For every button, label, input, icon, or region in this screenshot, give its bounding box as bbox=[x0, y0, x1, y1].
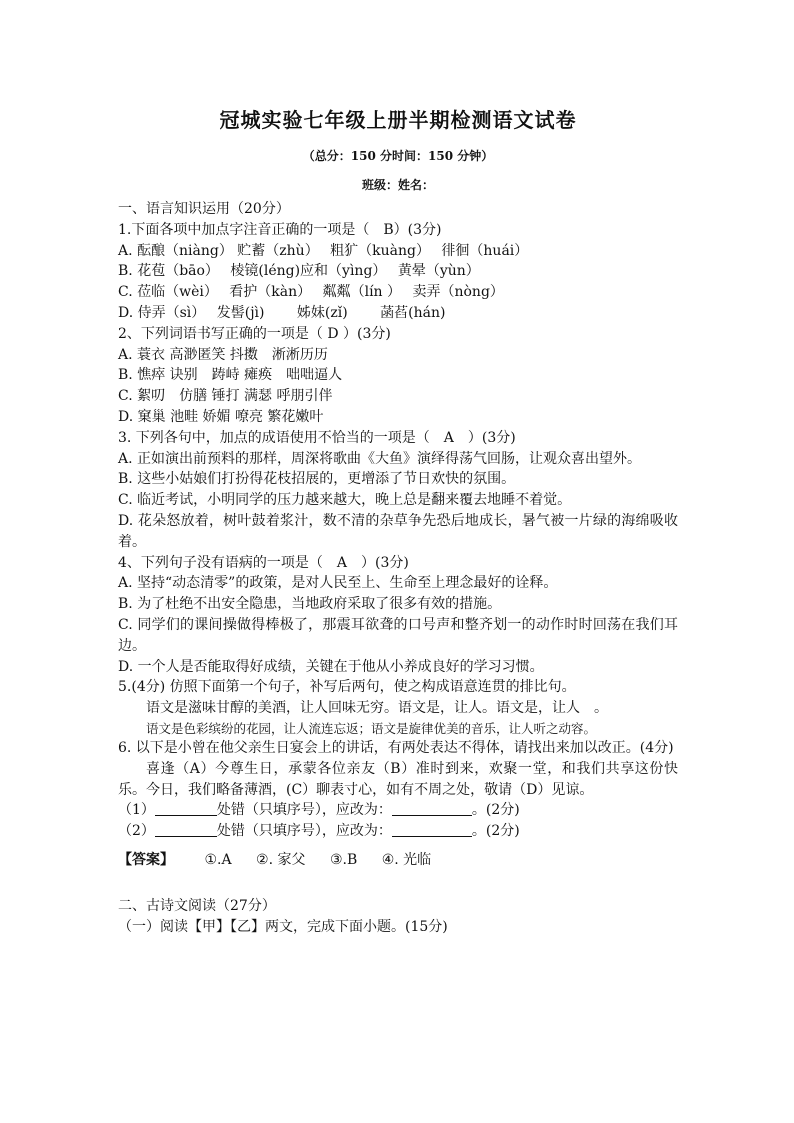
question-4 bbox=[118, 553, 678, 678]
fill-item-1 bbox=[118, 800, 678, 821]
option-b: B. 花苞（bāo） 棱镜(léng)应和（yìng） 黄晕（yùn） bbox=[118, 263, 480, 280]
question-stem: 3. 下列各句中，加点的成语使用不恰当的一项是（ A ）(3分) bbox=[118, 429, 516, 446]
answer-label: 【答案】 bbox=[118, 851, 174, 868]
fill-item-2 bbox=[118, 821, 678, 842]
answer-blank[interactable] bbox=[155, 801, 217, 816]
question-stem: 6. 以下是小曾在他父亲生日宴会上的讲话，有两处表达不得体，请找出来加以改正。(4分) bbox=[118, 739, 674, 756]
option-d: D. 花朵怒放着，树叶鼓着浆汁，数不清的杂草争先恐后地成长，暑气被一片绿的海绵吸收着。 bbox=[118, 512, 678, 550]
item-score: 。(2分) bbox=[471, 802, 520, 819]
question-6 bbox=[118, 738, 678, 842]
option-a: A. 蓑衣 高渺匿笑 抖擞 淅淅历历 bbox=[118, 346, 328, 363]
question-stem: 5.(4分) 仿照下面第一个句子，补写后两句，使之构成语意连贯的排比句。 bbox=[118, 679, 576, 696]
subsection-heading: （一）阅读【甲】【乙】两文，完成下面小题。(15分) bbox=[118, 918, 448, 935]
section-heading: 二、古诗文阅读（27分） bbox=[118, 897, 276, 914]
answer-item: ②. 家父 bbox=[256, 851, 306, 868]
example-sentence: 语文是滋味甘醇的美酒，让人回味无穷。语文是，让人。语文是，让人 。 bbox=[146, 700, 608, 717]
question-3 bbox=[118, 428, 678, 553]
question-stem: 2、下列词语书写正确的一项是（ D ）(3分) bbox=[118, 325, 391, 342]
section-heading: 一、语言知识运用（20分） bbox=[118, 201, 290, 217]
option-d: D. 一个人是否能取得好成绩，关键在于他从小养成良好的学习习惯。 bbox=[118, 658, 544, 675]
exam-score-time: （总分：150 分时间：150 分钟） bbox=[302, 149, 494, 163]
page-title: 冠城实验七年级上册半期检测语文试卷 bbox=[219, 108, 577, 132]
option-c: C. 同学们的课间操做得棒极了，那震耳欲聋的口号声和整齐划一的动作时时回荡在我们耳边。 bbox=[118, 616, 678, 654]
option-b: B. 这些小姑娘们打扮得花枝招展的，更增添了节日欢快的氛围。 bbox=[118, 471, 516, 488]
item-text: 处错（只填序号），应改为： bbox=[216, 823, 392, 840]
option-a: A. 正如演出前预料的那样，周深将歌曲《大鱼》演绎得荡气回肠，让观众喜出望外。 bbox=[118, 450, 642, 467]
exam-page bbox=[118, 100, 678, 938]
class-name-line: 班级：姓名： bbox=[361, 178, 434, 192]
question-stem: 1.下面各项中加点字注音正确的一项是（ B）(3分) bbox=[118, 221, 442, 238]
item-number: （1） bbox=[118, 802, 155, 819]
option-a: A. 酝酿（niàng） 贮蓄（zhù） 粗犷（kuàng） 徘徊（huái） bbox=[118, 242, 529, 259]
answer-blank[interactable] bbox=[392, 801, 472, 816]
option-c: C. 絮叨 仿膳 锤打 满瑟 呼朋引伴 bbox=[118, 388, 333, 405]
option-a: A. 坚持“动态清零”的政策，是对人民至上、生命至上理念最好的诠释。 bbox=[118, 575, 558, 592]
item-number: （2） bbox=[118, 823, 155, 840]
answer-blank[interactable] bbox=[155, 822, 217, 837]
option-c: C. 莅临（wèi） 看护（kàn） 粼粼（lín ） 卖弄（nòng） bbox=[118, 284, 504, 301]
option-b: B. 憔瘁 诀别 踌峙 瘫痪 咄咄逼人 bbox=[118, 367, 343, 384]
question-2 bbox=[118, 324, 678, 428]
speech-text: 喜逢（A）今尊生日，承蒙各位亲友（B）准时到来，欢聚一堂，和我们共享这份快乐。今日，我们略备薄酒，(C）聊表寸心，如有不周之处，敬请（D）见谅。 bbox=[118, 760, 678, 798]
option-c: C. 临近考试，小明同学的压力越来越大，晚上总是翻来覆去地睡不着觉。 bbox=[118, 492, 572, 509]
question-stem: 4、下列句子没有语病的一项是（ A ）(3分) bbox=[118, 554, 409, 571]
answer-item: ①.A bbox=[204, 851, 232, 868]
answer-blank[interactable] bbox=[392, 822, 472, 837]
option-d: D. 侍弄（sì） 发髻(jì) 姊妹(zǐ) 菡萏(hán) bbox=[118, 304, 446, 321]
answer-key bbox=[118, 848, 678, 872]
option-d: D. 窠巢 池畦 娇媚 嘹亮 繁花嫩叶 bbox=[118, 408, 324, 425]
answer-item: ③.B bbox=[329, 851, 358, 868]
sample-answer: 语文是色彩缤纷的花园，让人流连忘返；语文是旋律优美的音乐，让人听之动容。 bbox=[146, 720, 597, 736]
item-text: 处错（只填序号），应改为： bbox=[216, 802, 392, 819]
question-5 bbox=[118, 677, 678, 738]
option-b: B. 为了杜绝不出安全隐患，当地政府采取了很多有效的措施。 bbox=[118, 596, 502, 613]
item-score: 。(2分) bbox=[471, 823, 520, 840]
answer-item: ④. 光临 bbox=[381, 851, 432, 868]
question-1 bbox=[118, 220, 678, 324]
